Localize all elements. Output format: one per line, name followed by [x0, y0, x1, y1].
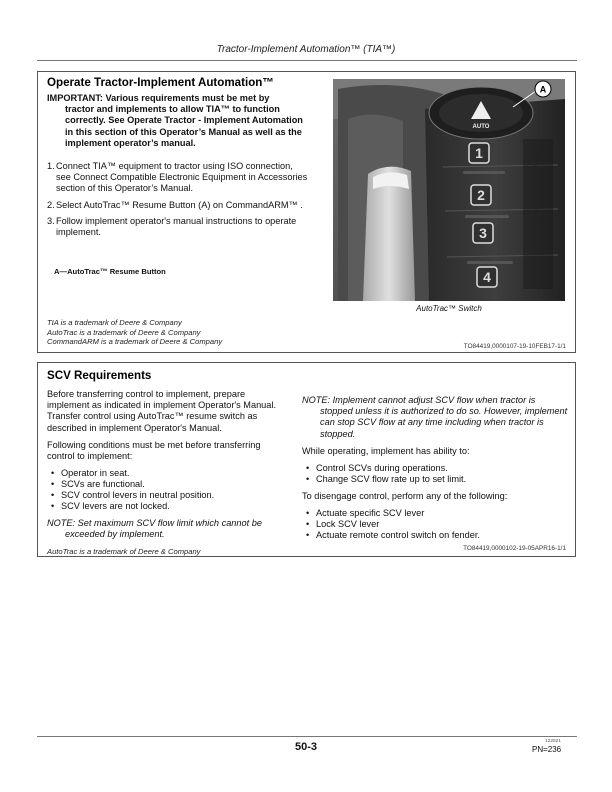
note-lead: NOTE: Implement cannot adjust SCV flow when tractor is — [302, 395, 536, 405]
button-4 — [477, 267, 497, 287]
svg-text:2: 2 — [477, 187, 485, 203]
list-item: • Lock SCV lever — [302, 519, 568, 530]
section-title: SCV Requirements — [47, 369, 152, 382]
section-operate-tia — [37, 71, 576, 353]
note — [47, 518, 283, 540]
paragraph: While operating, implement has ability to: — [302, 445, 470, 456]
photo-id: RXA0135370—UN—25SEP13 — [534, 145, 540, 222]
photo-caption: AutoTrac™ Switch — [416, 304, 482, 313]
doc-id: TO84419,0000102-19-05APR16-1/1 — [463, 545, 566, 552]
left-column — [47, 389, 283, 556]
disengage-list — [302, 508, 568, 541]
auto-label: AUTO — [472, 124, 490, 130]
list-item: • SCVs are functional. — [47, 479, 283, 490]
note-rest: stopped unless it is authorized to do so. However, implement can stop SCV flow at any time including when tractor is stopped. — [320, 406, 568, 439]
trademark-line: CommandARM is a trademark of Deere & Company — [47, 337, 223, 347]
abilities-list — [302, 463, 568, 485]
important-notice — [47, 93, 309, 149]
list-item: • SCV levers are not locked. — [47, 501, 283, 512]
autotrac-switch-photo — [333, 79, 565, 301]
steps-list — [47, 161, 309, 243]
header-rule — [37, 60, 577, 61]
button-3 — [473, 223, 493, 243]
button-2 — [471, 185, 491, 205]
note-rest: exceeded by implement. — [65, 529, 165, 540]
running-head: Tractor-Implement Automation™ (TIA™) — [216, 44, 396, 55]
note — [302, 395, 568, 440]
button-1 — [469, 143, 489, 163]
step-item: 1. Connect TIA™ equipment to tractor using ISO connection, see Connect Compatible Electronic Equipment in Accessories section of this Operator’s Manual. — [47, 161, 308, 194]
page-number: 50-3 — [294, 741, 318, 753]
section-title: Operate Tractor-Implement Automation™ — [47, 76, 274, 89]
trademark-line: AutoTrac is a trademark of Deere & Company — [47, 546, 201, 556]
doc-id: TO84419,0000107-19-10FEB17-1/1 — [463, 343, 566, 350]
list-item: • Actuate specific SCV lever — [302, 508, 568, 519]
trademark-line: AutoTrac is a trademark of Deere & Company — [47, 327, 201, 337]
right-column — [302, 395, 568, 547]
svg-text:1: 1 — [475, 145, 483, 161]
callout-caption: A—AutoTrac™ Resume Button — [54, 267, 166, 276]
list-item: • Change SCV flow rate up to set limit. — [302, 474, 568, 485]
list-item: • Operator in seat. — [47, 468, 283, 479]
paragraph: Following conditions must be met before transferring control to implement: — [47, 439, 261, 462]
trademark-line: TIA is a trademark of Deere & Company — [47, 318, 182, 327]
svg-text:4: 4 — [483, 269, 491, 285]
step-item: 2. Select AutoTrac™ Resume Button (A) on CommandARM™ . — [47, 199, 303, 210]
callout-letter: A — [539, 84, 547, 95]
step-item: 3. Follow implement operator's manual instructions to operate implement. — [47, 215, 297, 238]
footer-rule — [37, 736, 577, 737]
page-pn: PN=236 — [532, 745, 562, 754]
important-rest: tractor and implements to allow TIA™ to function correctly. See Operate Tractor - Implement Automation in this section of this Operator’s Manual as well as the implement operator’s manual. — [65, 104, 303, 148]
trademark-block — [47, 318, 222, 347]
note-lead: NOTE: Set maximum SCV flow limit which cannot be — [47, 518, 262, 529]
list-item: • Control SCVs during operations. — [302, 463, 568, 474]
paragraph: Before transferring control to implement, prepare implement as indicated in implement Operator's Manual. Transfer control using AutoTrac™ resume switch as described in implement Operator's Manual. — [47, 389, 276, 433]
conditions-list — [47, 468, 283, 512]
important-lead: IMPORTANT: Various requirements must be met by — [47, 93, 270, 103]
list-item: • Actuate remote control switch on fender. — [302, 530, 568, 541]
section-scv-requirements — [37, 362, 576, 557]
list-item: • SCV control levers in neutral position. — [47, 490, 283, 501]
paragraph: To disengage control, perform any of the following: — [302, 491, 508, 502]
switch-illustration — [333, 79, 565, 301]
footer-code: 122521 — [545, 739, 562, 744]
svg-text:3: 3 — [479, 225, 487, 241]
